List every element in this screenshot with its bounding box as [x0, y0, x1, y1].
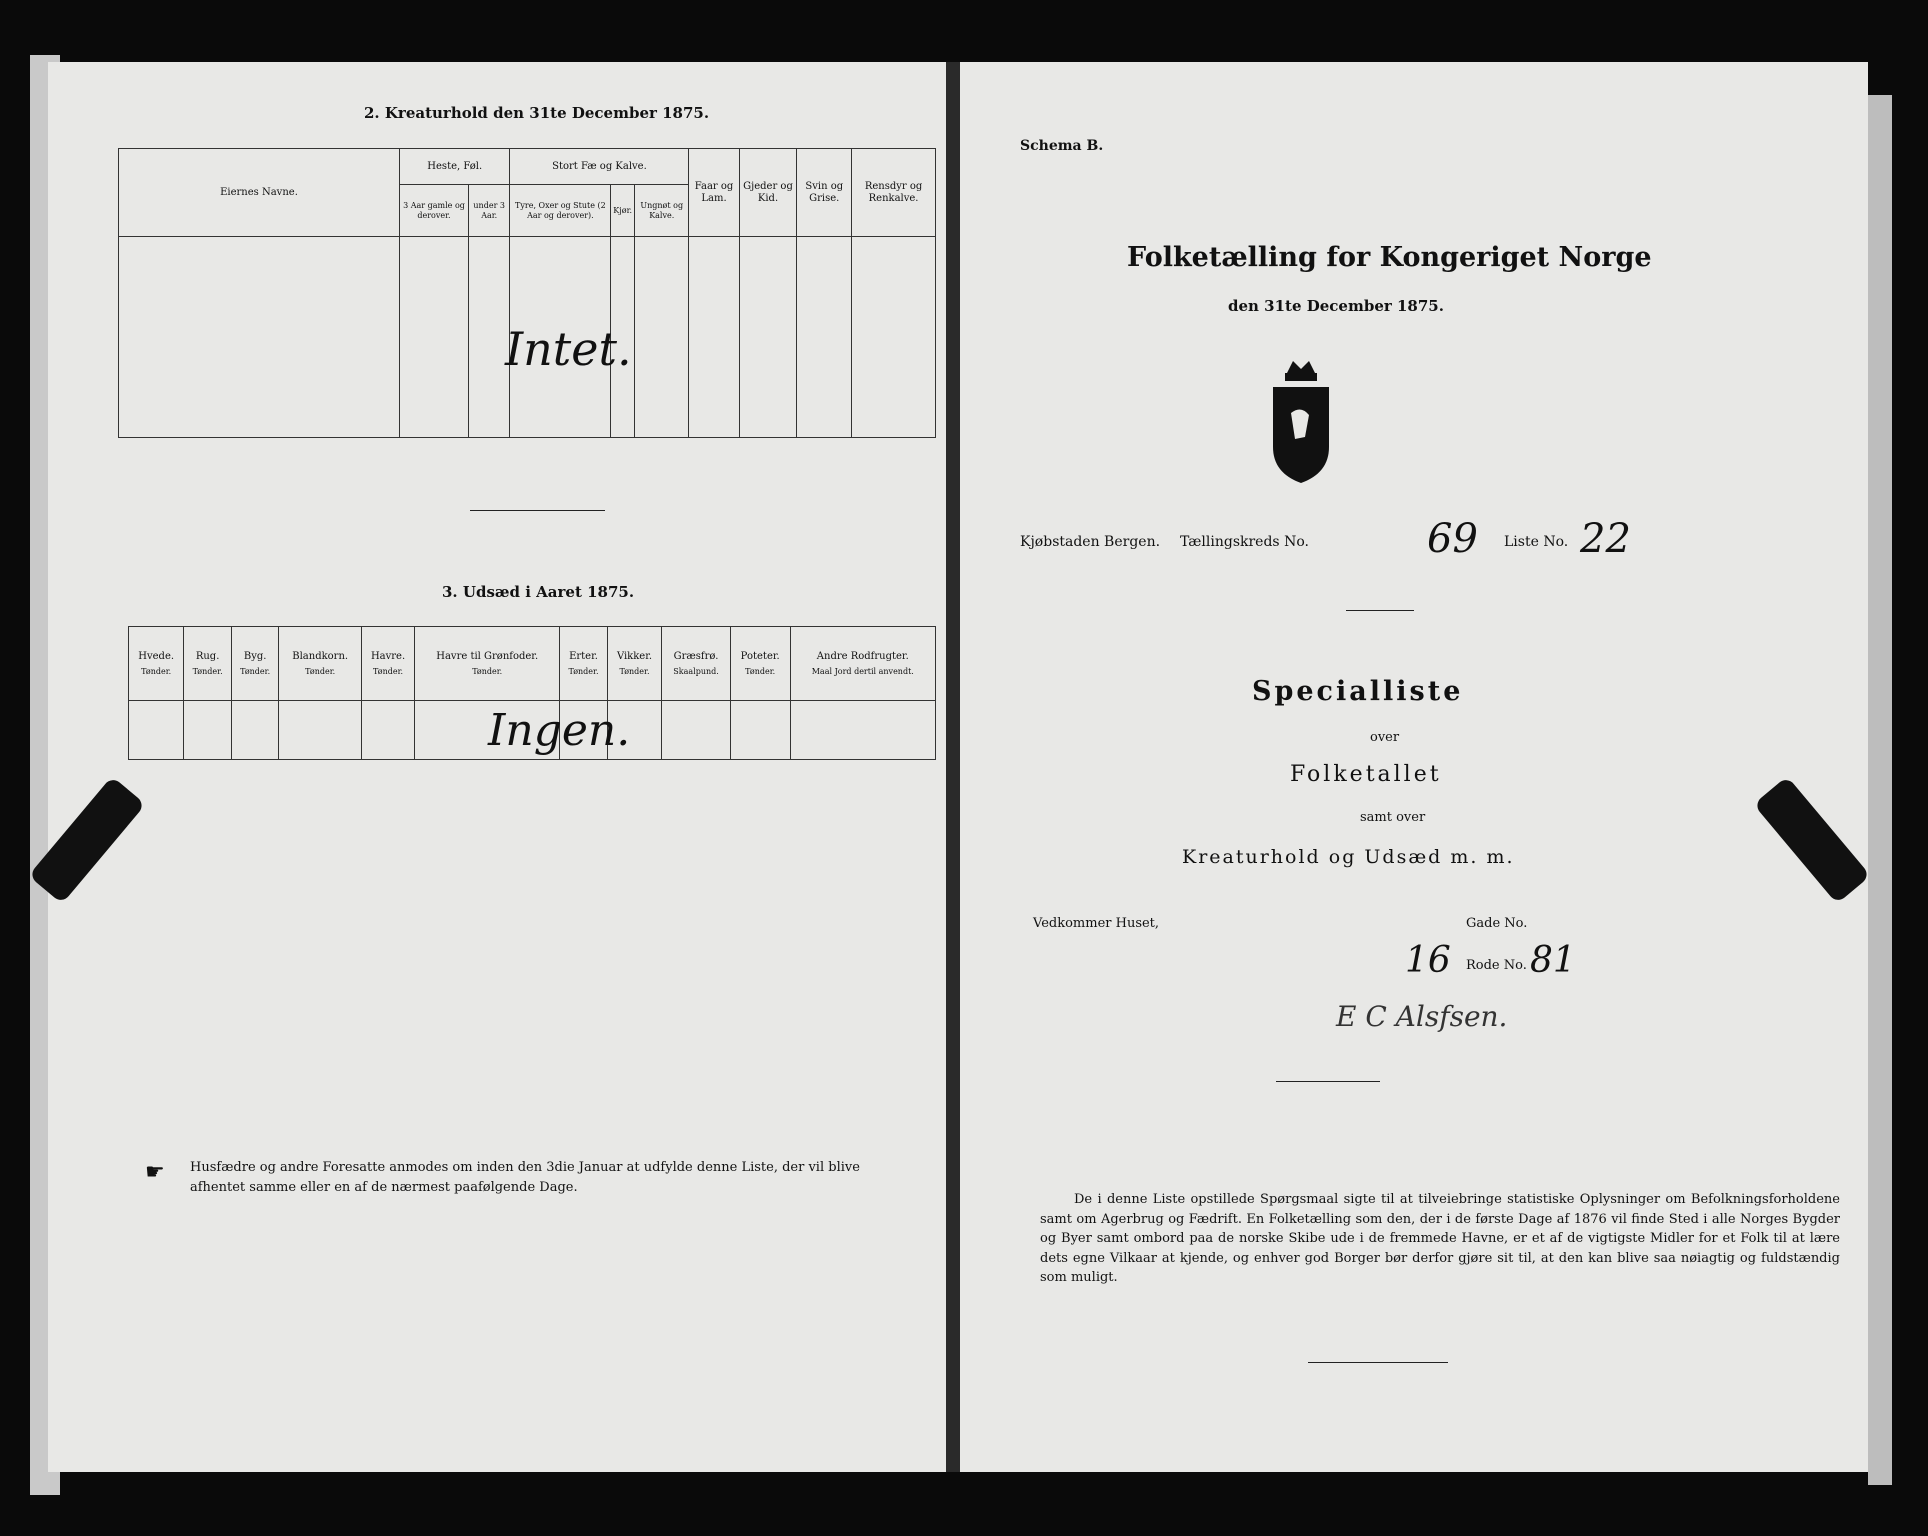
- header-horses: Heste, Føl.: [400, 149, 510, 185]
- header-horses-adult: 3 Aar gamle og derover.: [400, 185, 469, 237]
- seed-cell: [730, 701, 790, 760]
- divider-line: [470, 510, 605, 511]
- house-label: Vedkommer Huset,: [1033, 916, 1160, 931]
- kreatur-heading: Kreaturhold og Udsæd m. m.: [1182, 846, 1515, 868]
- seed-header-name: Poteter.: [740, 651, 780, 663]
- seed-header: [279, 627, 362, 701]
- seed-header-name: Blandkorn.: [292, 651, 349, 663]
- samt-over-text: samt over: [1360, 810, 1426, 825]
- notice-text: Husfædre og andre Foresatte anmodes om inden den 3die Januar at udfylde denne Liste, der vil blive afhentet samme eller en af de nærmest paafølgende Dage.: [190, 1160, 860, 1196]
- footer-paragraph: De i denne Liste opstillede Spørgsmaal sigte til at tilveiebringe statistiske Oplysninger om Befolkningsforholdene samt om Agerbrug og Fædrift. En Folketælling som den, der i de første Dage af 1876 vil finde Sted i alle Norges Bygder og Byer samt ombord paa de norske Skibe ude i de fremmede Havne, er et af de vigtigste Midler for et Folk til at lære dets egne Vilkaar at kjende, og enhver god Borger bør derfor gjøre sit til, at den kan blive saa nøiagtig og fuldstændig som muligt.: [1040, 1192, 1840, 1285]
- header-cattle: Stort Fæ og Kalve.: [510, 149, 689, 185]
- seed-header-name: Erter.: [569, 651, 598, 663]
- list-label: Liste No.: [1504, 534, 1569, 550]
- seed-header: [730, 627, 790, 701]
- seed-header-name: Hvede.: [138, 651, 175, 663]
- list-number-handwritten: 22: [1580, 516, 1631, 562]
- header-horses-young: under 3 Aar.: [468, 185, 510, 237]
- header-sheep: Faar og Lam.: [689, 149, 739, 237]
- seed-cell: [129, 701, 184, 760]
- header-reindeer: Rensdyr og Renkalve.: [852, 149, 936, 237]
- seed-entry-handwritten: Ingen.: [488, 705, 631, 756]
- seed-header-unit: Tønder.: [619, 666, 650, 676]
- seed-header-unit: Tønder.: [305, 666, 336, 676]
- seed-header-unit: Tønder.: [240, 666, 271, 676]
- seed-header-unit: Maal Jord dertil anvendt.: [811, 666, 914, 676]
- seed-header-name: Havre.: [370, 651, 406, 663]
- livestock-entry-handwritten: Intet.: [505, 322, 632, 376]
- divider-line: [1308, 1362, 1448, 1363]
- main-title: Folketælling for Kongeriget Norge: [1127, 242, 1652, 273]
- seed-header-name: Havre til Grønfoder.: [436, 651, 539, 663]
- title-date: den 31te December 1875.: [1228, 297, 1444, 315]
- header-cattle-young: Ungnøt og Kalve.: [635, 185, 689, 237]
- seed-header-unit: Tønder.: [373, 666, 404, 676]
- header-cattle-bulls: Tyre, Oxer og Stute (2 Aar og derover).: [510, 185, 611, 237]
- district-number-handwritten: 69: [1427, 516, 1478, 562]
- seed-header-unit: Tønder.: [568, 666, 599, 676]
- seed-header: [129, 627, 184, 701]
- seed-header-name: Rug.: [195, 651, 220, 663]
- header-goats: Gjeder og Kid.: [739, 149, 797, 237]
- seed-header-unit: Tønder.: [745, 666, 776, 676]
- section3-title: 3. Udsæd i Aaret 1875.: [442, 583, 635, 601]
- seed-header-name: Andre Rodfrugter.: [816, 651, 909, 663]
- rode-number-handwritten: 81: [1530, 940, 1576, 981]
- seed-cell: [279, 701, 362, 760]
- seed-header-name: Græsfrø.: [673, 651, 719, 663]
- seed-header: [184, 627, 232, 701]
- seed-header: [415, 627, 560, 701]
- book-gutter: [946, 62, 960, 1472]
- seed-header-unit: Tønder.: [141, 666, 172, 676]
- section2-title: 2. Kreaturhold den 31te December 1875.: [364, 104, 710, 122]
- seed-cell: [790, 701, 935, 760]
- rode-prefix-handwritten: 16: [1405, 940, 1451, 981]
- seed-header: [361, 627, 414, 701]
- specialliste-heading: Specialliste: [1252, 676, 1464, 707]
- seed-cell: [361, 701, 414, 760]
- seed-header-unit: Skaalpund.: [673, 666, 719, 676]
- page-edge-right: [1868, 95, 1892, 1485]
- seed-header-name: Vikker.: [616, 651, 653, 663]
- seed-cell: [184, 701, 232, 760]
- header-cattle-cows: Kjør.: [611, 185, 635, 237]
- signature-handwritten: E C Alsfsen.: [1336, 1000, 1508, 1033]
- header-owner: Eiernes Navne.: [119, 149, 400, 237]
- norway-coat-of-arms-icon: [1267, 355, 1335, 487]
- seed-header-unit: Tønder.: [192, 666, 223, 676]
- rode-label: Rode No.: [1466, 958, 1527, 973]
- seed-header: [560, 627, 608, 701]
- seed-header: [607, 627, 661, 701]
- seed-cell: [231, 701, 279, 760]
- divider-line: [1276, 1081, 1380, 1082]
- seed-header-name: Byg.: [243, 651, 267, 663]
- schema-label: Schema B.: [1020, 138, 1104, 154]
- header-pigs: Svin og Grise.: [797, 149, 852, 237]
- city-label: Kjøbstaden Bergen.: [1020, 534, 1161, 550]
- folketallet-heading: Folketallet: [1290, 762, 1442, 787]
- district-label: Tællingskreds No.: [1180, 534, 1309, 550]
- seed-header: [231, 627, 279, 701]
- over-text: over: [1370, 730, 1400, 745]
- seed-cell: [662, 701, 731, 760]
- pointing-hand-icon: ☛: [145, 1160, 165, 1185]
- seed-header-unit: Tønder.: [472, 666, 503, 676]
- gade-label: Gade No.: [1466, 916, 1528, 931]
- seed-header: [662, 627, 731, 701]
- seed-header: [790, 627, 935, 701]
- livestock-table: [118, 148, 936, 438]
- divider-line: [1346, 610, 1414, 611]
